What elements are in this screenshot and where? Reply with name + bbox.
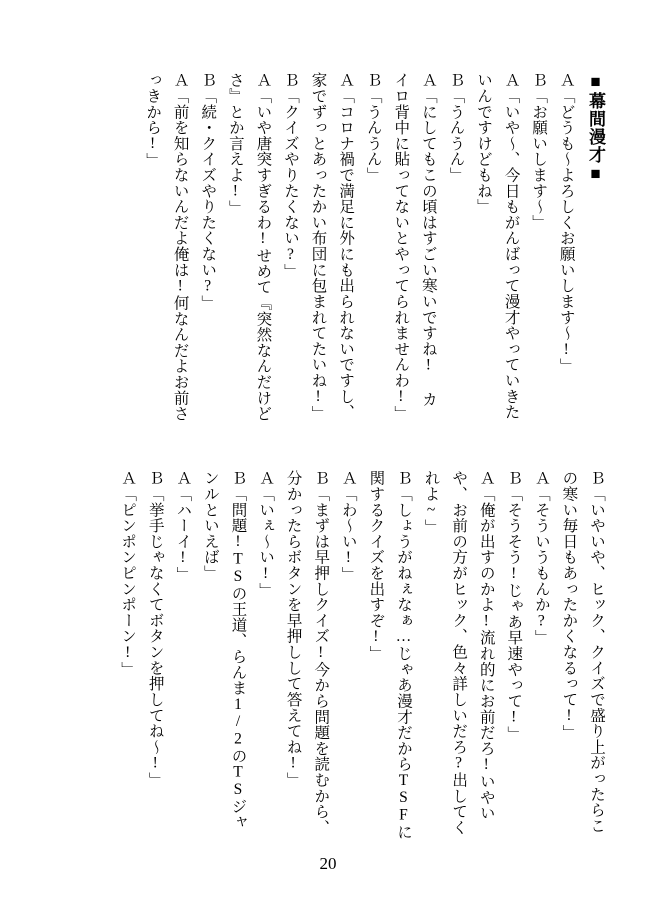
dialogue-line: Ｂ「うんうん」	[447, 72, 465, 183]
dialogue-line: Ａ「いぇ～い!」	[257, 470, 275, 598]
dialogue-line: Ａ「そういうもんか?」	[532, 470, 550, 646]
dialogue-line: Ｂ「お願いします～」	[530, 72, 548, 231]
dialogue-line: Ａ「ピンポンピンポーン!」	[119, 470, 137, 678]
dialogue-line: Ａ「俺が出すのかよ!流れ的にお前だろ!いやいや、お前の方がヒック、色々詳しいだろ?出してくれよ~」	[422, 470, 495, 836]
dialogue-line: Ｂ「しょうがねぇなぁ…じゃあ漫才だからTSFに関するクイズを出すぞ!」	[367, 470, 412, 840]
dialogue-line: Ｂ「うんうん」	[364, 72, 382, 183]
dialogue-line: Ｂ「挙手じゃなくてボタンを押してね～!」	[146, 470, 164, 788]
section-heading: ■幕間漫才■	[586, 72, 605, 185]
manzai-bottom-block	[90, 470, 610, 840]
dialogue-line: Ａ「にしてもこの頃はすごい寒いですね! カイロ背中に貼ってないとやってられませんわ!」	[392, 72, 437, 422]
dialogue-line: Ａ「前を知らないんだよ俺は!何なんだよお前さっきから!」	[144, 72, 189, 422]
dialogue-line: Ｂ「そうそう!じゃあ早速やって!」	[505, 470, 523, 742]
dialogue-line: Ａ「どうも～よろしくお願いします～!」	[557, 72, 575, 374]
dialogue-line: Ｂ「まずは早押しクイズ!今から問題を読むから、分かったらボタンを早押しして答えてね!」	[284, 470, 330, 836]
manzai-top-block	[90, 72, 610, 422]
dialogue-line: Ａ「いや唐突すぎるわ!せめて『突然なんだけどさ』とか言えよ!」	[226, 72, 272, 422]
dialogue-line: Ｂ「いやいや、ヒック、クイズで盛り上がったらこの寒い毎日もあったかくなるって!」	[560, 470, 605, 834]
dialogue-line: Ａ「ハーイ!」	[174, 470, 192, 583]
dialogue-line: Ｂ「クイズやりたくない?」	[281, 72, 299, 280]
page-number: 20	[319, 854, 337, 873]
dialogue-line: Ｂ「続・クイズやりたくない?」	[199, 72, 217, 311]
dialogue-line: Ｂ「問題!TSの王道、らんま1/2のTSジャンルといえば」	[201, 470, 247, 830]
dialogue-line: Ａ「コロナ禍で満足に外にも出られないですし、家でずっとあったかい布団に包まれてたいね!」	[309, 72, 355, 422]
dialogue-line: Ａ「いや～、今日もがんばって漫才やっていきたいんですけどもね」	[475, 72, 520, 420]
dialogue-line: Ａ「わ～い!」	[339, 470, 357, 583]
